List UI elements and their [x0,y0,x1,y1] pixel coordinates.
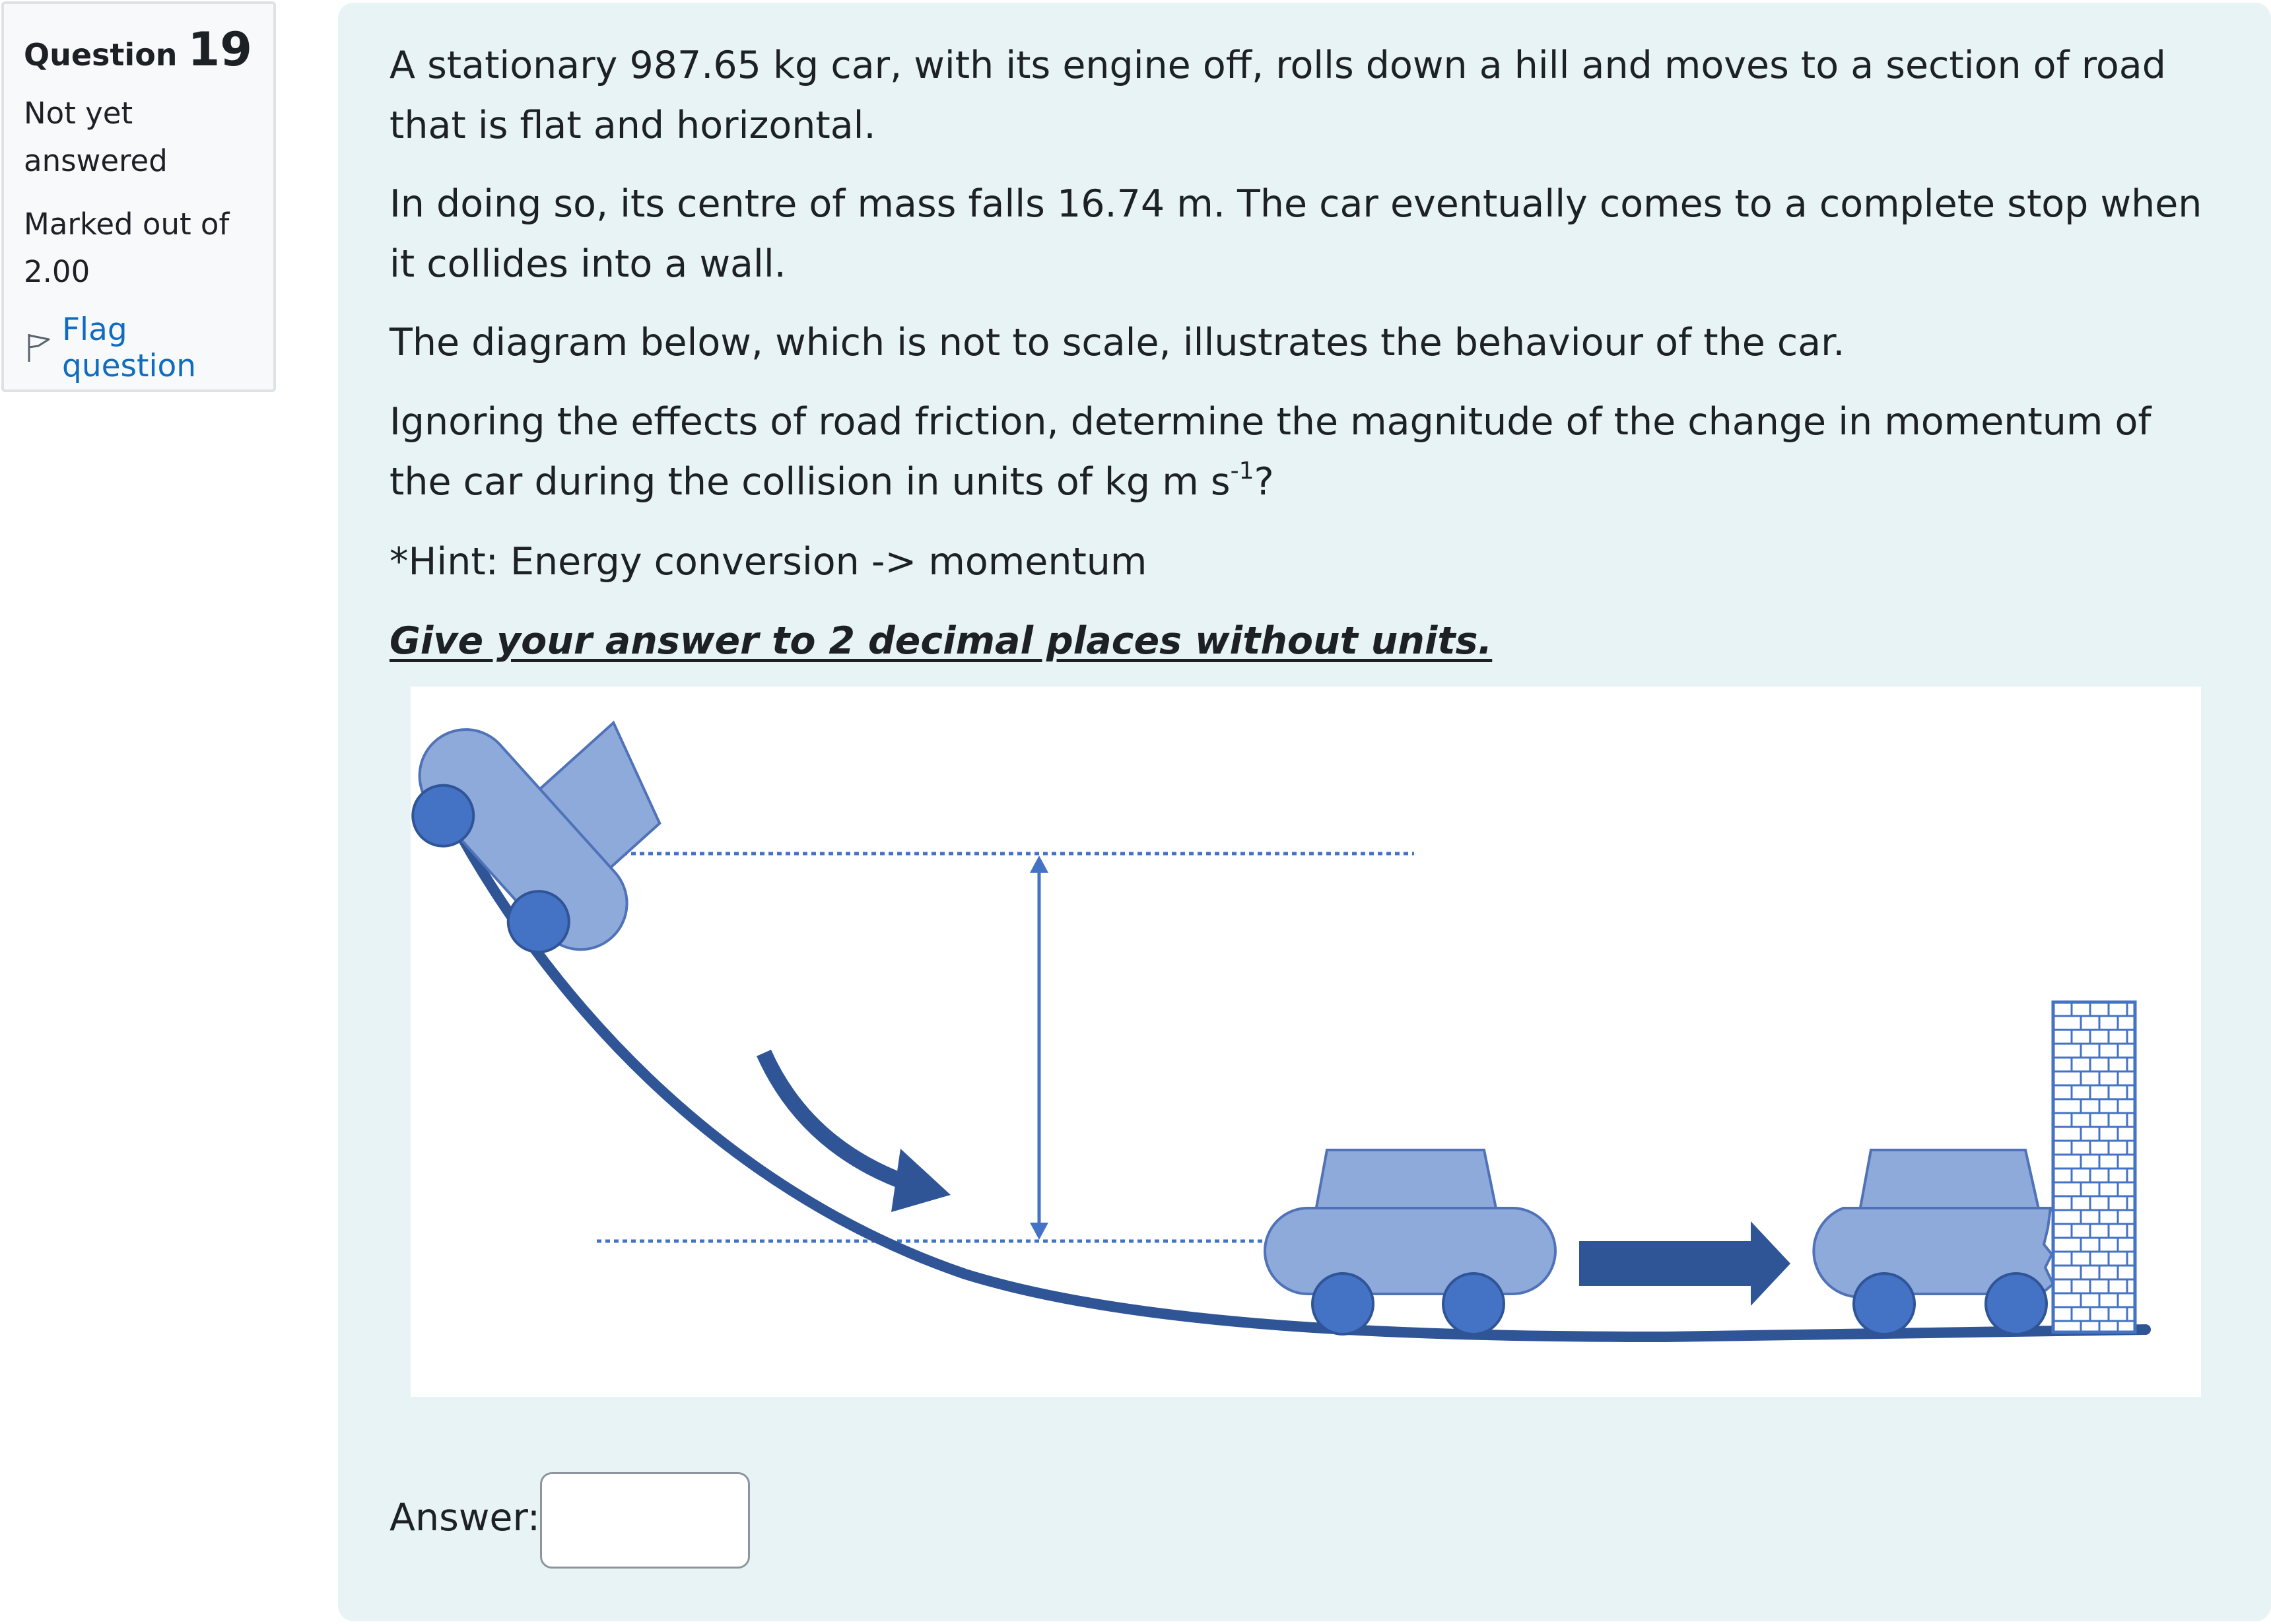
flag-icon [24,331,54,364]
answer-input[interactable] [540,1472,750,1569]
car-collision-diagram [411,687,2201,1397]
momentum-question-text: Ignoring the effects of road friction, determine the magnitude of the change in momentum of the car during the collision in units of kg m s [390,400,2152,504]
flag-question-link[interactable] [24,312,255,384]
momentum-question-end: ? [1254,460,1274,504]
question-heading [24,22,255,82]
flag-question-label: Flag question [62,312,197,384]
unit-superscript: -1 [1230,457,1254,485]
car-on-flat-road [1265,1150,1555,1334]
question-state: Not yet answered [24,96,168,178]
question-label: Question [24,37,178,73]
brick-wall [2053,1002,2135,1332]
forward-arrow [1579,1221,1790,1306]
question-paragraph-momentum [390,392,2218,512]
question-grade: Marked out of 2.00 [24,207,230,289]
car-on-hill [411,687,720,987]
car-at-wall [1813,1150,2053,1334]
question-number: 19 [187,22,252,77]
diagram-svg [411,687,2201,1397]
question-paragraph-2: In doing so, its centre of mass falls 16.74 m. The car eventually comes to a complete stop when it collides into a wall. [390,182,2202,286]
answer-instruction: Give your answer to 2 decimal places without units. [390,619,1493,663]
question-paragraph-1: A stationary 987.65 kg car, with its engine off, rolls down a hill and moves to a section of road that is flat and horizontal. [390,44,2166,147]
answer-label: Answer: [390,1496,541,1539]
hint-text: *Hint: Energy conversion -> momentum [390,540,1147,584]
question-info-panel [1,1,276,392]
question-paragraph-3: The diagram below, which is not to scale, illustrates the behaviour of the car. [390,321,1845,364]
question-content [338,3,2271,1621]
height-arrow [1030,856,1048,1240]
